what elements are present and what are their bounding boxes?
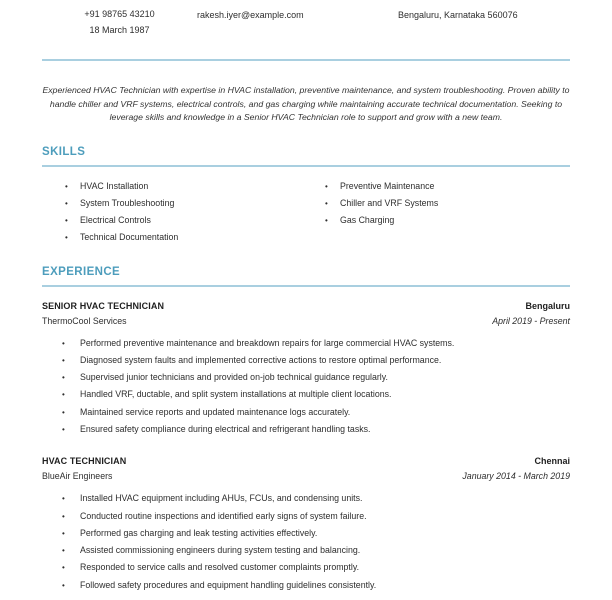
job-bullet-text: Installed HVAC equipment including AHUs, FCUs, and condensing units. <box>80 493 363 504</box>
skill-label: Gas Charging <box>340 214 395 225</box>
bullet-icon: • <box>62 494 65 504</box>
contact-phone: +91 98765 43210 <box>84 9 155 19</box>
job-location: Bengaluru <box>525 300 570 311</box>
job-bullet-text: Maintained service reports and updated maintenance logs accurately. <box>80 406 351 417</box>
skill-item <box>325 195 438 212</box>
skills-section <box>42 146 570 246</box>
job-bullet <box>62 369 570 386</box>
bullet-icon: • <box>65 232 68 242</box>
skill-item <box>65 195 302 212</box>
bullet-icon: • <box>62 546 65 556</box>
job-bullet <box>62 386 570 403</box>
bullet-icon: • <box>62 390 65 400</box>
bullet-icon: • <box>62 424 65 434</box>
job-bullet-text: Conducted routine inspections and identified early signs of system failure. <box>80 510 367 521</box>
bullet-icon: • <box>325 198 328 208</box>
job-company-row <box>42 469 570 484</box>
experience-divider <box>42 285 570 287</box>
job-entry <box>42 299 570 439</box>
contact-phone-dob-block <box>42 6 197 38</box>
bullet-icon: • <box>325 215 328 225</box>
skill-label: Technical Documentation <box>80 231 179 242</box>
job-dates: January 2014 - March 2019 <box>462 471 570 482</box>
job-bullet <box>62 508 570 525</box>
skill-label: System Troubleshooting <box>80 197 175 208</box>
bullet-icon: • <box>65 181 68 191</box>
contact-row <box>0 6 612 38</box>
job-bullet <box>62 525 570 542</box>
job-entry <box>42 454 570 594</box>
job-bullet-text: Performed gas charging and leak testing activities effectively. <box>80 527 318 538</box>
bullet-icon: • <box>62 580 65 590</box>
job-bullet <box>62 577 570 594</box>
skill-item <box>65 212 302 229</box>
experience-section <box>42 266 570 595</box>
job-title-row <box>42 454 570 469</box>
job-company-row <box>42 314 570 329</box>
job-bullet <box>62 335 570 352</box>
job-dates: April 2019 - Present <box>492 315 570 326</box>
skill-item <box>65 229 302 246</box>
job-bullet-list <box>42 490 570 594</box>
job-bullet <box>62 490 570 507</box>
summary-text: Experienced HVAC Technician with expertise in HVAC installation, preventive maintenance, and system troubleshooting. Proven ability to handle chiller and VRF systems, electrical controls, and gas charging while maintaining accurate technical documentation. Seeking to leverage skills and knowledge in a Senior HVAC Technician role to support and grow with a new team. <box>42 85 570 122</box>
skills-heading: SKILLS <box>42 145 86 158</box>
experience-heading: EXPERIENCE <box>42 265 121 278</box>
job-title: SENIOR HVAC TECHNICIAN <box>42 300 165 311</box>
job-bullet-text: Supervised junior technicians and provided on-job technical guidance regularly. <box>80 372 388 383</box>
job-bullet-text: Responded to service calls and resolved customer complaints promptly. <box>80 562 360 573</box>
job-company: BlueAir Engineers <box>42 471 113 482</box>
job-bullet <box>62 352 570 369</box>
contact-location: Bengaluru, Karnataka 560076 <box>398 10 518 20</box>
job-company: ThermoCool Services <box>42 315 127 326</box>
bullet-icon: • <box>62 528 65 538</box>
job-bullet-list <box>42 335 570 439</box>
skill-item <box>325 212 438 229</box>
skill-item <box>325 178 438 195</box>
job-bullet <box>62 542 570 559</box>
skill-label: HVAC Installation <box>80 180 149 191</box>
job-bullet <box>62 559 570 576</box>
job-title-row <box>42 299 570 314</box>
job-title: HVAC TECHNICIAN <box>42 456 127 467</box>
skills-columns <box>42 178 570 246</box>
job-bullet-text: Performed preventive maintenance and breakdown repairs for large commercial HVAC systems. <box>80 337 455 348</box>
skills-divider <box>42 165 570 167</box>
skill-label: Electrical Controls <box>80 214 151 225</box>
contact-email: rakesh.iyer@example.com <box>197 10 304 20</box>
job-bullet-text: Assisted commissioning engineers during system testing and balancing. <box>80 545 361 556</box>
bullet-icon: • <box>62 407 65 417</box>
skills-column-left <box>42 178 302 246</box>
bullet-icon: • <box>325 181 328 191</box>
job-bullet-text: Ensured safety compliance during electrical and refrigerant handling tasks. <box>80 423 371 434</box>
job-bullet-text: Diagnosed system faults and implemented corrective actions to restore optimal performance. <box>80 354 442 365</box>
bullet-icon: • <box>62 338 65 348</box>
contact-dob: 18 March 1987 <box>89 25 150 35</box>
job-bullet <box>62 421 570 438</box>
job-bullet-text: Followed safety procedures and equipment handling guidelines consistently. <box>80 579 377 590</box>
skill-label: Preventive Maintenance <box>340 180 435 191</box>
job-location: Chennai <box>534 456 570 467</box>
skill-item <box>65 178 302 195</box>
job-bullet <box>62 404 570 421</box>
bullet-icon: • <box>62 373 65 383</box>
bullet-icon: • <box>62 355 65 365</box>
bullet-icon: • <box>65 215 68 225</box>
bullet-icon: • <box>62 511 65 521</box>
skill-label: Chiller and VRF Systems <box>340 197 439 208</box>
bullet-icon: • <box>65 198 68 208</box>
bullet-icon: • <box>62 563 65 573</box>
job-bullet-text: Handled VRF, ductable, and split system installations at multiple client locations. <box>80 389 392 400</box>
header-divider <box>42 59 570 61</box>
